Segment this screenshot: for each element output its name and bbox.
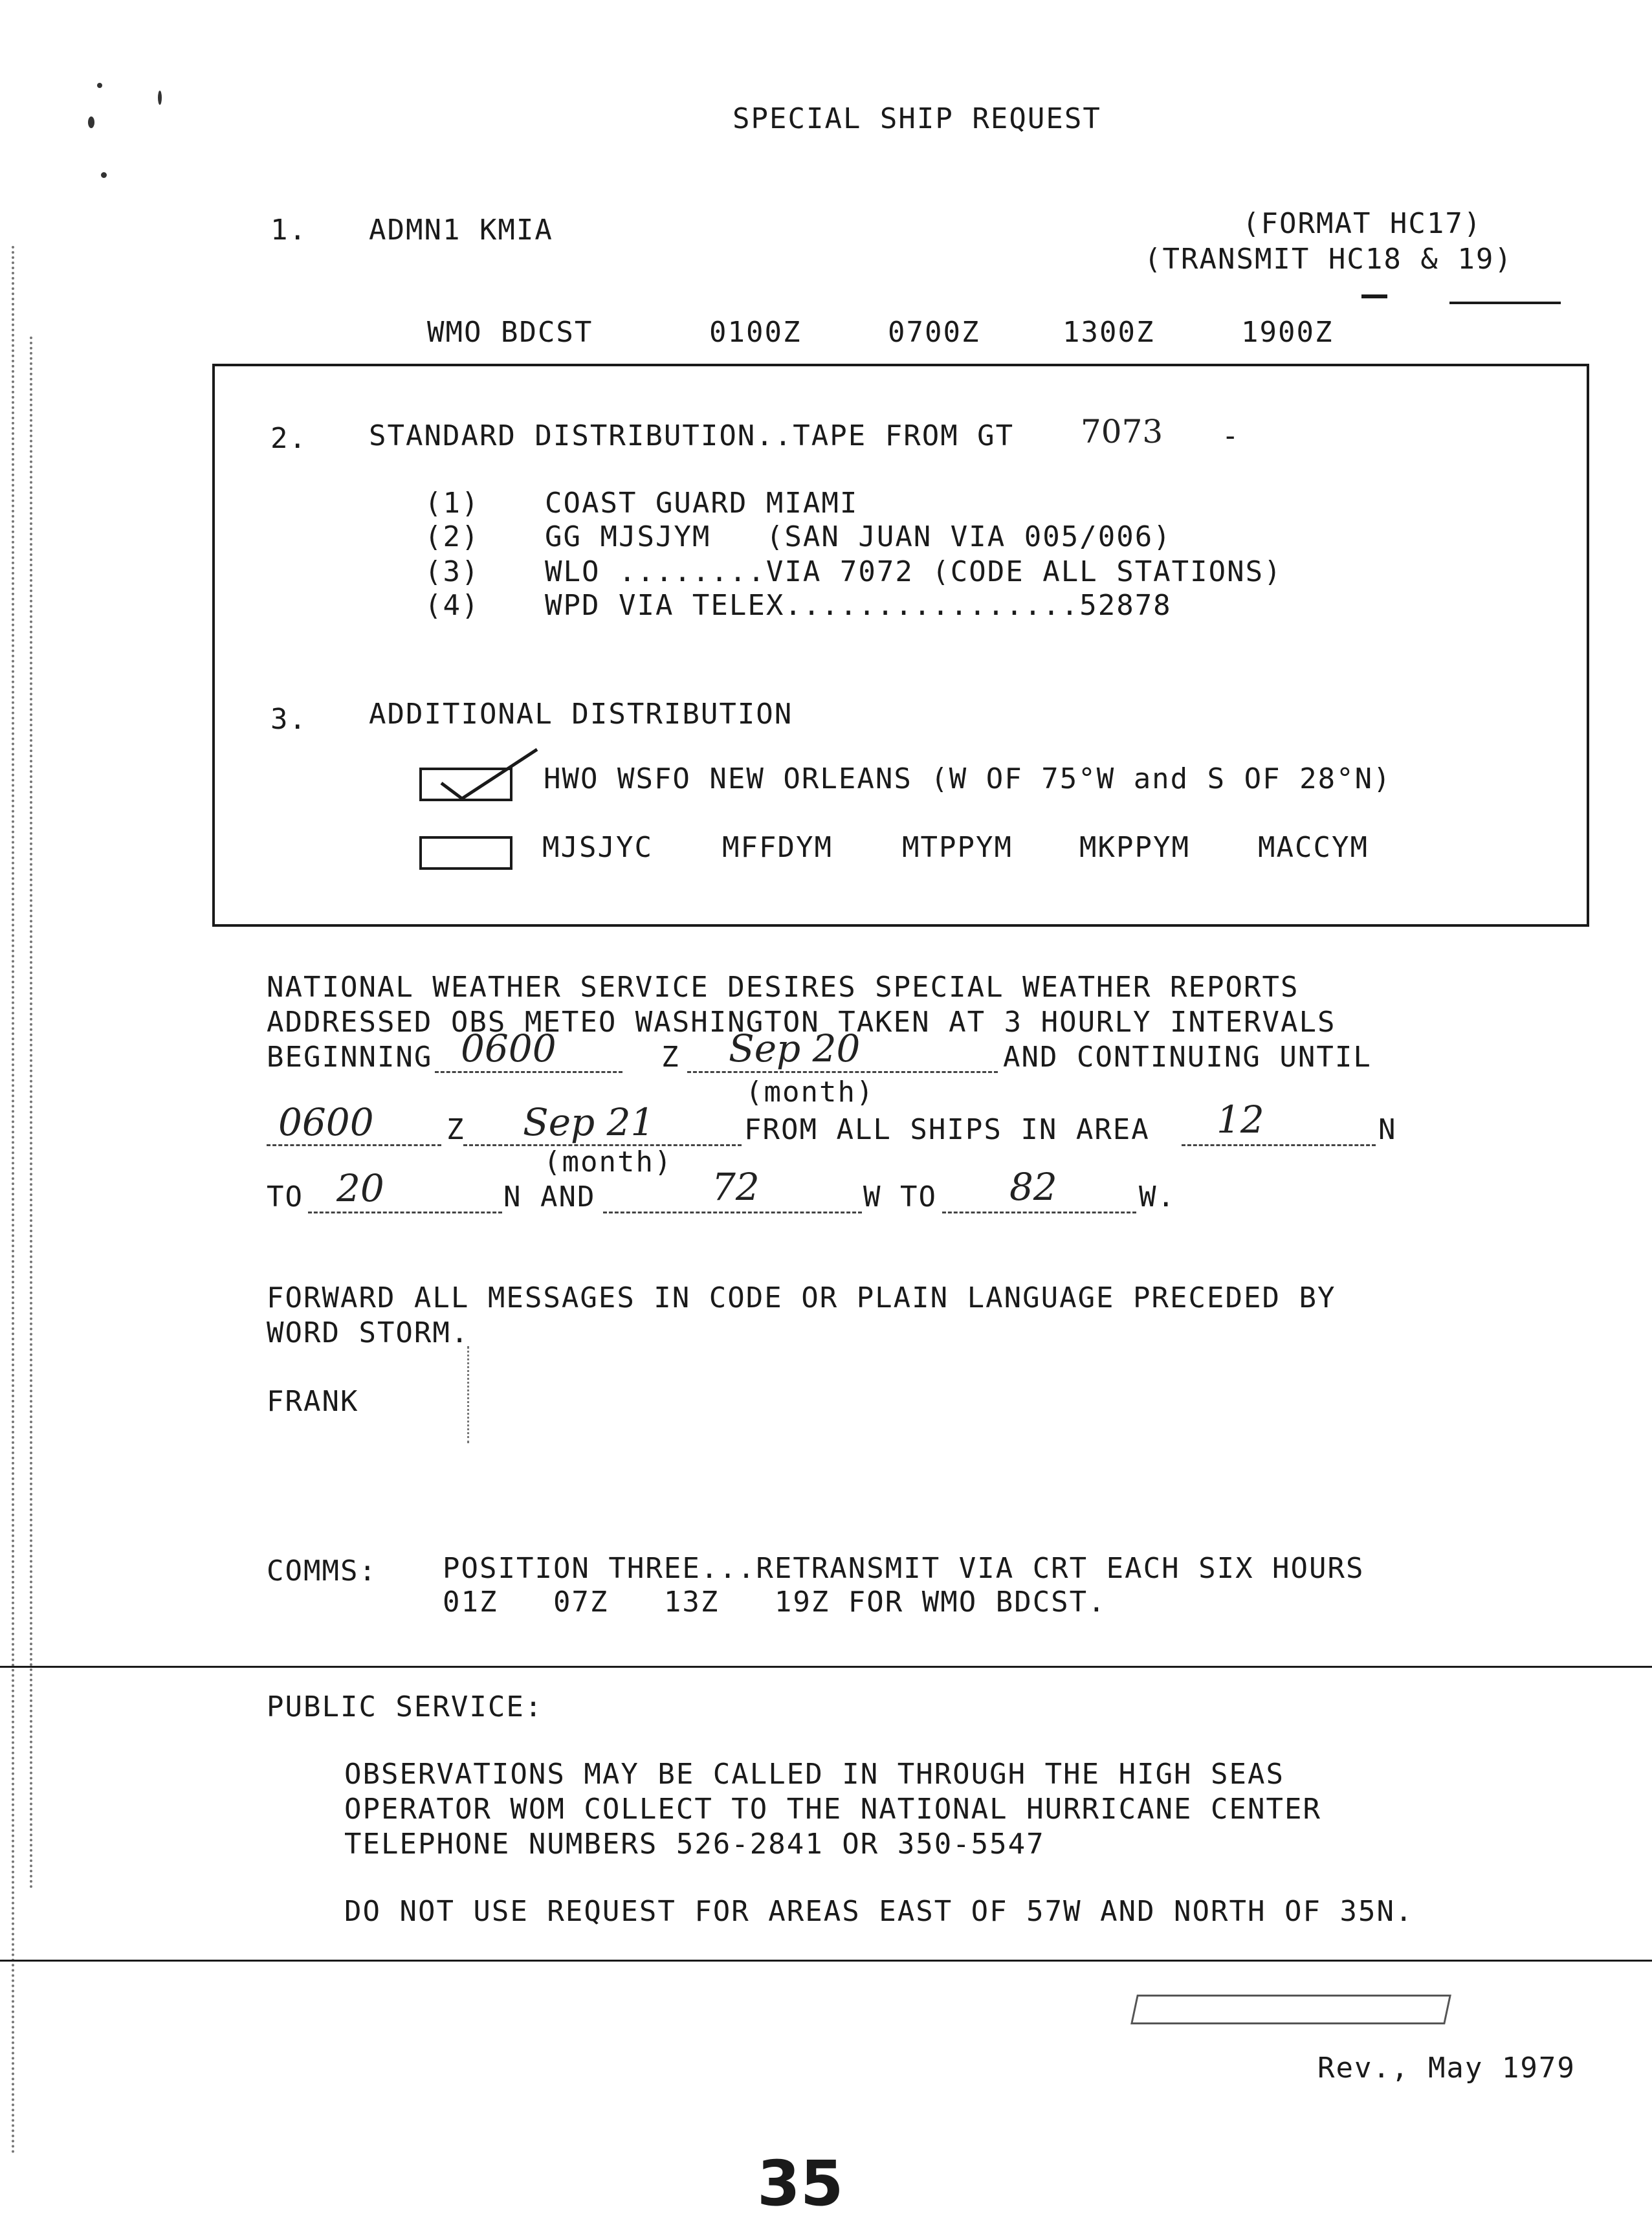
comms-line: POSITION THREE...RETRANSMIT VIA CRT EACH SIX HOURS — [443, 1552, 1365, 1585]
station-code: MJSJYC — [542, 831, 653, 864]
wmo-label: WMO BDCST — [427, 316, 593, 349]
station-code: MFFDYM — [722, 831, 833, 864]
dist-line-number: (2) — [424, 520, 480, 553]
scan-speck — [158, 91, 162, 105]
public-service-label: PUBLIC SERVICE: — [267, 1690, 544, 1723]
station-code: MACCYM — [1258, 831, 1369, 864]
checkbox-hwo-new-orleans[interactable] — [419, 768, 512, 801]
scan-speck — [101, 172, 107, 178]
public-service-line: OBSERVATIONS MAY BE CALLED IN THROUGH THE HIGH SEAS — [344, 1758, 1285, 1791]
item2-header: STANDARD DISTRIBUTION..TAPE FROM GT — [369, 419, 1015, 452]
wmo-time: 1900Z — [1241, 316, 1334, 349]
lat-from-blank — [1182, 1144, 1376, 1146]
revision-note: Rev., May 1979 — [1317, 2052, 1576, 2085]
comms-label: COMMS: — [267, 1555, 377, 1588]
checkbox-stations[interactable] — [419, 836, 512, 870]
item3-header: ADDITIONAL DISTRIBUTION — [369, 698, 793, 731]
n-and-label: N AND — [503, 1180, 596, 1213]
lon-to-blank — [942, 1212, 1136, 1213]
lon-from-blank — [603, 1212, 862, 1213]
z-label: Z — [661, 1041, 680, 1074]
left-margin-scan-dots-2 — [30, 337, 35, 1890]
tape-dash: - — [1222, 419, 1240, 452]
until-date-handwritten: Sep 21 — [523, 1100, 655, 1144]
forward-line: FORWARD ALL MESSAGES IN CODE OR PLAIN LANGUAGE PRECEDED BY — [267, 1281, 1336, 1314]
and-continuing: AND CONTINUING UNTIL — [1003, 1041, 1372, 1074]
dist-line-text: COAST GUARD MIAMI — [545, 487, 859, 520]
public-service-line: OPERATOR WOM COLLECT TO THE NATIONAL HURRICANE CENTER — [344, 1793, 1321, 1826]
scan-speck — [97, 83, 102, 88]
option-hwo-text: HWO WSFO NEW ORLEANS (W OF 75°W and S OF 28°N) — [544, 762, 1392, 795]
left-margin-scan-dots — [12, 246, 17, 2155]
scan-speck — [88, 116, 94, 128]
lat-to-blank — [308, 1212, 502, 1213]
transmit-tick — [1361, 294, 1387, 298]
month-label: (month) — [544, 1146, 673, 1179]
dist-line-text: WPD VIA TELEX................52878 — [545, 589, 1172, 622]
section-divider — [0, 1960, 1652, 1962]
dist-line-number: (4) — [424, 589, 480, 622]
until-time-blank — [267, 1144, 441, 1146]
dist-line-text: GG MJSJYM (SAN JUAN VIA 005/006) — [545, 520, 1172, 553]
item3-number: 3. — [270, 703, 307, 736]
z-label: Z — [446, 1113, 465, 1146]
wmo-time: 0100Z — [709, 316, 802, 349]
page-number: 35 — [757, 2147, 844, 2220]
section-divider — [0, 1666, 1652, 1668]
checkmark-icon — [428, 744, 558, 803]
lon-to-handwritten: 82 — [1009, 1165, 1057, 1209]
page-title: SPECIAL SHIP REQUEST — [732, 102, 1101, 135]
until-time-handwritten: 0600 — [278, 1100, 374, 1144]
lat-to-handwritten: 20 — [336, 1166, 384, 1210]
station-code: MKPPYM — [1079, 831, 1190, 864]
public-service-line: TELEPHONE NUMBERS 526-2841 OR 350-5547 — [344, 1828, 1045, 1861]
item1-text: ADMN1 KMIA — [369, 214, 553, 247]
scan-dots — [467, 1346, 472, 1443]
beginning-label: BEGINNING — [267, 1041, 433, 1074]
dist-line-number: (1) — [424, 487, 480, 520]
dist-line-text: WLO ........VIA 7072 (CODE ALL STATIONS) — [545, 555, 1283, 588]
tape-number: 7073 — [1081, 413, 1163, 450]
lon-from-handwritten: 72 — [712, 1165, 760, 1209]
lat-from-handwritten: 12 — [1217, 1098, 1264, 1142]
begin-time-handwritten: 0600 — [461, 1026, 556, 1070]
signature: FRANK — [267, 1385, 359, 1418]
stamp-outline — [1130, 1995, 1451, 2024]
begin-time-blank — [435, 1071, 622, 1073]
comms-line: 01Z 07Z 13Z 19Z FOR WMO BDCST. — [443, 1586, 1107, 1619]
n-label: N — [1378, 1113, 1397, 1146]
begin-date-handwritten: Sep 20 — [729, 1026, 861, 1070]
body-line: ADDRESSED OBS METEO WASHINGTON TAKEN AT 3 HOURLY INTERVALS — [267, 1006, 1336, 1039]
forward-line: WORD STORM. — [267, 1316, 470, 1349]
station-code: MTPPYM — [902, 831, 1013, 864]
to-label: TO — [267, 1180, 303, 1213]
item1-number: 1. — [270, 214, 307, 247]
transmit-underline — [1449, 302, 1561, 304]
begin-date-blank — [687, 1071, 998, 1073]
from-all-ships: FROM ALL SHIPS IN AREA — [744, 1113, 1150, 1146]
w-end-label: W. — [1139, 1180, 1176, 1213]
public-service-line: DO NOT USE REQUEST FOR AREAS EAST OF 57W AND NORTH OF 35N. — [344, 1895, 1414, 1928]
dist-line-number: (3) — [424, 555, 480, 588]
wmo-time: 0700Z — [888, 316, 980, 349]
wmo-time: 1300Z — [1063, 316, 1155, 349]
item2-number: 2. — [270, 422, 307, 455]
format-note: (FORMAT HC17) — [1242, 207, 1482, 240]
w-to-label: W TO — [863, 1180, 937, 1213]
body-line: NATIONAL WEATHER SERVICE DESIRES SPECIAL WEATHER REPORTS — [267, 971, 1299, 1004]
transmit-note: (TRANSMIT HC18 & 19) — [1144, 243, 1513, 276]
month-label: (month) — [745, 1076, 875, 1109]
